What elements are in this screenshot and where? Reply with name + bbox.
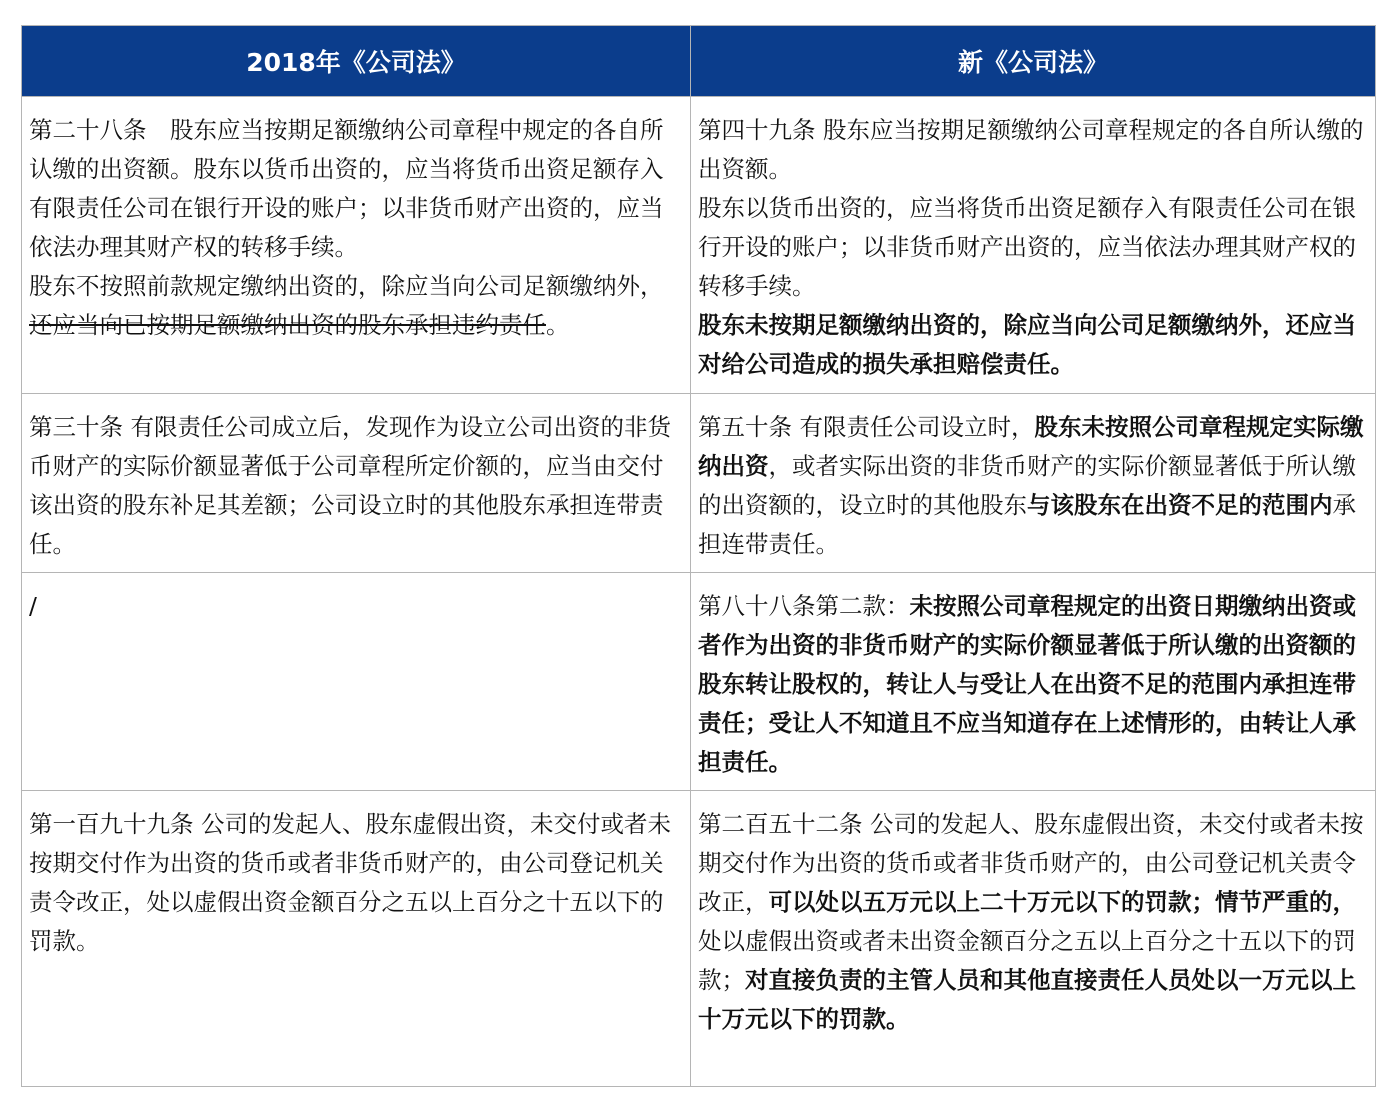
table-row [22,573,1376,791]
new-article-252-text2: 处以虚假出资或者未出资金额百分之五以上百分之十五以下的罚款； [698,927,1356,994]
new-article-50-text2: ，或者实际出资的非货币财产的实际价额显著低于所认缴的出资额的，设立时的其他股东 [698,452,1356,519]
new-article-50-bold1: 股东未按照公司章程规定实际缴纳出资 [698,413,1364,480]
old-article-28-para1: 第二十八条 股东应当按期足额缴纳公司章程中规定的各自所认缴的出资额。股东以货币出资的，应当将货币出资足额存入有限责任公司在银行开设的账户；以非货币财产出资的，应当依法办理其财产权的转移手续。 [29,116,664,261]
old-article-28-para2-tail: 。 [546,311,570,339]
new-article-252-text1: 第二百五十二条 公司的发起人、股东虚假出资，未交付或者未按期交付作为出资的货币或者非货币财产的，由公司登记机关责令改正， [698,810,1364,916]
old-article-28-para2 [29,267,682,345]
new-article-49 [691,97,1376,394]
deleted-text: 还应当向已按期足额缴纳出资的股东承担违约责任 [29,311,546,339]
old-empty-slash: / [29,592,37,620]
table-row [22,791,1376,1087]
new-article-252-bold1: 可以处以五万元以上二十万元以下的罚款；情节严重的， [768,888,1356,916]
new-article-50-text3: 承担连带责任。 [698,491,1356,558]
header-old-law: 2018年《公司法》 [22,26,691,97]
new-article-88-bold: 未按照公司章程规定的出资日期缴纳出资或者作为出资的非货币财产的实际价额显著低于所认缴的出资额的股东转让股权的，转让人与受让人在出资不足的范围内承担连带责任；受让人不知道且不应当知道存在上述情形的，由转让人承担责任。 [698,592,1356,776]
law-comparison-table [21,25,1376,1087]
new-article-49-para2: 股东以货币出资的，应当将货币出资足额存入有限责任公司在银行开设的账户；以非货币财产出资的，应当依法办理其财产权的转移手续。 [698,194,1356,300]
old-article-30-text: 第三十条 有限责任公司成立后，发现作为设立公司出资的非货币财产的实际价额显著低于公司章程所定价额的，应当由交付该出资的股东补足其差额；公司设立时的其他股东承担连带责任。 [29,413,671,558]
new-article-49-para1: 第四十九条 股东应当按期足额缴纳公司章程规定的各自所认缴的出资额。 [698,116,1364,183]
old-article-28-para2-text: 股东不按照前款规定缴纳出资的，除应当向公司足额缴纳外， [29,272,664,300]
new-article-50-text1: 第五十条 有限责任公司设立时， [698,413,1035,441]
old-empty-cell [22,573,691,791]
new-article-252-bold2: 对直接负责的主管人员和其他直接责任人员处以一万元以上十万元以下的罚款。 [698,966,1356,1033]
table-row [22,394,1376,573]
new-article-50 [691,394,1376,573]
new-article-88-label: 第八十八条第二款： [698,592,910,620]
new-article-252 [691,791,1376,1087]
new-article-49-para3-bold: 股东未按期足额缴纳出资的，除应当向公司足额缴纳外，还应当对给公司造成的损失承担赔偿责任。 [698,311,1356,378]
old-article-199-text: 第一百九十九条 公司的发起人、股东虚假出资，未交付或者未按期交付作为出资的货币或者非货币财产的，由公司登记机关责令改正，处以虚假出资金额百分之五以上百分之十五以下的罚款。 [29,810,671,955]
old-article-199 [22,791,691,1087]
table-row [22,97,1376,394]
old-article-30 [22,394,691,573]
header-new-law: 新《公司法》 [691,26,1376,97]
comparison-table-wrapper [21,25,1375,1087]
new-article-88 [691,573,1376,791]
old-article-28 [22,97,691,394]
header-row [22,26,1376,97]
new-article-50-bold2: 与该股东在出资不足的范围内 [1027,491,1333,519]
